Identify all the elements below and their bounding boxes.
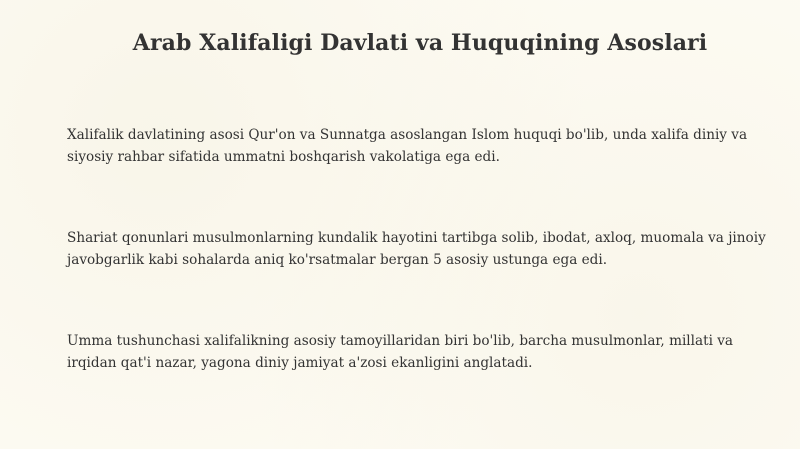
paragraph-sharia-laws: Shariat qonunlari musulmonlarning kundalik hayotini tartibga solib, ibodat, axloq, muomala va jinoiy javobgarlik kabi sohalarda aniq ko'rsatmalar bergan 5 asosiy ustunga ega edi. [67,230,766,268]
paragraph-caliphate-basis: Xalifalik davlatining asosi Qur'on va Sunnatga asoslangan Islom huquqi bo'lib, unda xalifa diniy va siyosiy rahbar sifatida ummatni boshqarish vakolatiga ega edi. [67,127,748,165]
paragraph-umma-concept: Umma tushunchasi xalifalikning asosiy tamoyillaridan biri bo'lib, barcha musulmonlar, millati va irqidan qat'i nazar, yagona diniy jamiyat a'zosi ekanligini anglatadi. [67,333,734,371]
slide-title: Arab Xalifaligi Davlati va Huquqining Asoslari [132,30,708,56]
